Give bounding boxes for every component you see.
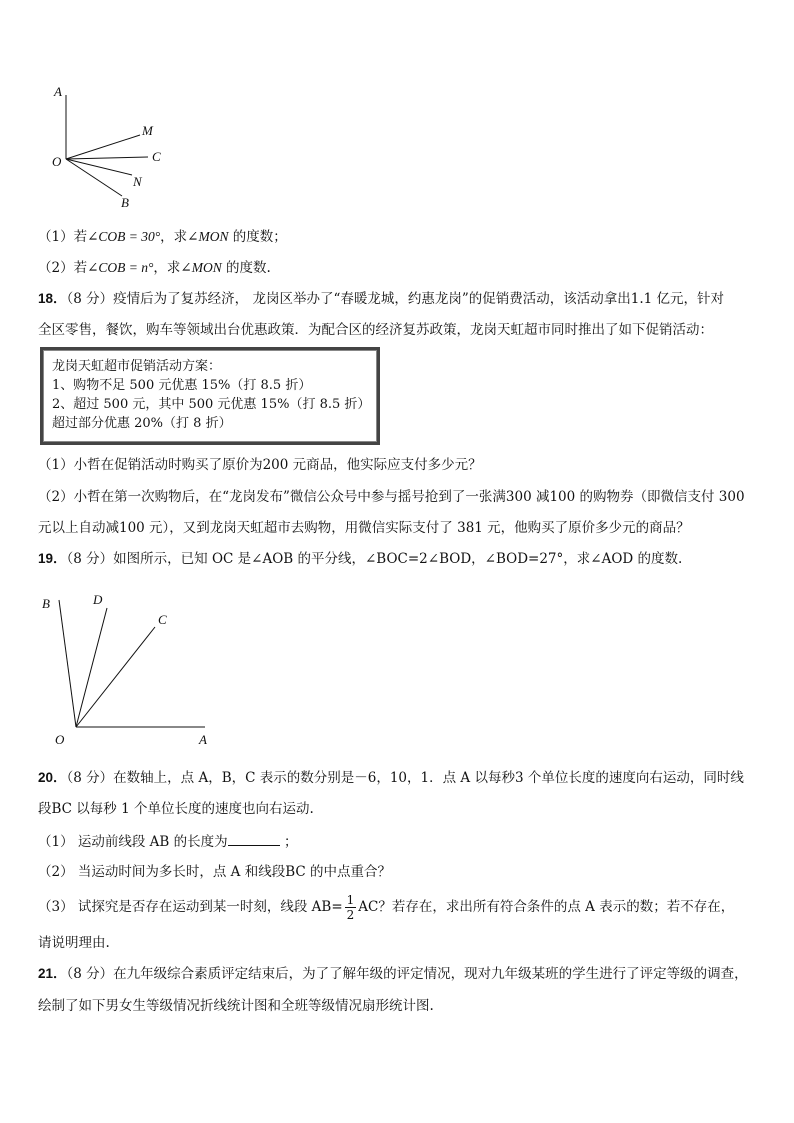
label-a2: A <box>199 732 207 747</box>
q18-stem-line1: 18．（8 分）疫情后为了复苏经济， 龙岗区举办了“春暖龙城，约惠龙岗”的促销费活动，该活动拿出1.1 亿元，针对 <box>38 291 725 307</box>
promotion-box <box>40 347 380 445</box>
promo-line1: 1、购物不足 500 元优惠 15%（打 8.5 折） <box>52 378 312 393</box>
label-m: M <box>142 123 153 138</box>
angle-figure-aob <box>35 590 225 750</box>
promo-line3: 超过部分优惠 20%（打 8 折） <box>52 416 232 431</box>
q21-stem-line2: 绘制了如下男女生等级情况折线统计图和全班等级情况扇形统计图. <box>38 998 434 1014</box>
label-b2: B <box>42 596 50 611</box>
q20-part1: （1） 运动前线段 AB 的长度为 ； <box>38 831 297 852</box>
q20-stem-line2: 段BC 以每秒 1 个单位长度的速度也向右运动. <box>38 801 314 817</box>
fraction-half: $\frac{1}{2}$ <box>346 893 355 922</box>
angle-figure-mon <box>40 80 180 210</box>
q20-stem-line1: 20．（8 分）在数轴上，点 A，B，C 表示的数分别是－6，10，1．点 A 以每秒3 个单位长度的速度向右运动，同时线 <box>38 770 744 786</box>
q17-part2: （2）若∠COB = n°，求∠MON 的度数. <box>38 260 271 276</box>
q18-stem-line2: 全区零售，餐饮，购车等领域出台优惠政策．为配合区的经济复苏政策，龙岗天虹超市同时推出了如下促销活动： <box>38 322 713 338</box>
label-o2: O <box>55 732 65 747</box>
q21-stem-line1: 21．（8 分）在九年级综合素质评定结束后，为了了解年级的评定情况，现对九年级某班的学生进行了评定等级的调查， <box>38 966 748 982</box>
q17-part1: （1）若∠COB = 30°，求∠MON 的度数； <box>38 229 287 245</box>
answer-blank[interactable] <box>228 831 280 846</box>
label-n: N <box>133 174 142 189</box>
q20-part2: （2） 当运动时间为多长时，点 A 和线段BC 的中点重合？ <box>38 864 392 880</box>
q18-part2-line2: 元以上自动减100 元），又到龙岗天虹超市去购物，用微信实际支付了 381 元，他购买了原价多少元的商品？ <box>38 520 690 536</box>
label-d2: D <box>93 592 103 607</box>
q18-part1: （1）小哲在促销活动时购买了原价为200 元商品，他实际应支付多少元？ <box>38 457 482 473</box>
promo-line2: 2、超过 500 元，其中 500 元优惠 15%（打 8.5 折） <box>52 397 371 412</box>
label-c2: C <box>158 612 167 627</box>
q18-part2-line1: （2）小哲在第一次购物后，在“龙岗发布”微信公众号中参与摇号抢到了一张满300 减100 的购物券（即微信支付 300 <box>38 489 745 505</box>
q20-part3: （3） 试探究是否存在运动到某一时刻，线段 AB= $\frac{1}{2}$ AC？若存在，求出所有符合条件的点 A 表示的数；若不存在， <box>38 893 735 922</box>
label-a: A <box>54 84 62 99</box>
promo-title: 龙岗天虹超市促销活动方案： <box>52 359 222 374</box>
q19-stem: 19．（8 分）如图所示，已知 OC 是∠AOB 的平分线，∠BOC=2∠BOD，∠BOD=27°，求∠AOD 的度数. <box>38 551 683 567</box>
q20-part3-line2: 请说明理由. <box>38 935 110 951</box>
label-o: O <box>52 154 62 169</box>
label-b: B <box>121 195 129 210</box>
label-c: C <box>152 149 161 164</box>
